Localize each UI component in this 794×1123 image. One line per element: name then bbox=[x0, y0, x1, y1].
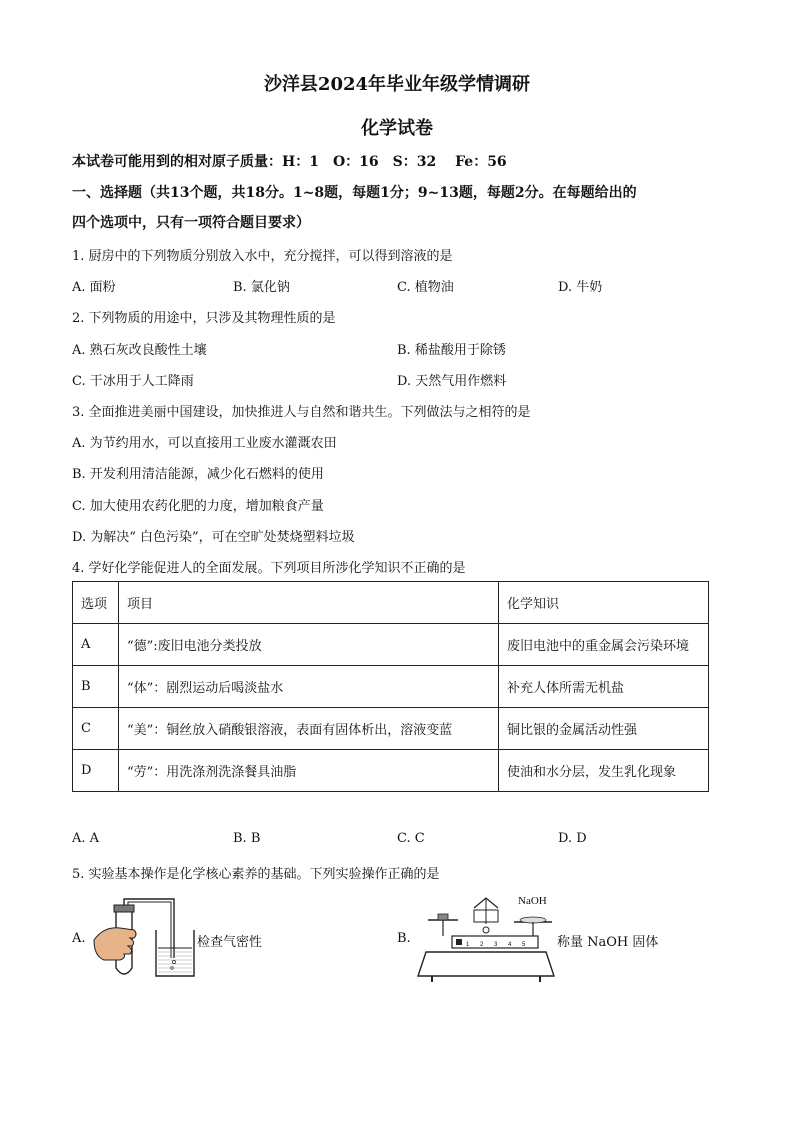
table-header-cell: 项目 bbox=[119, 582, 499, 624]
table-cell: 使油和水分层，发生乳化现象 bbox=[499, 750, 709, 792]
exam-subtitle: 化学试卷 bbox=[361, 118, 433, 139]
q3-option-c: C. 加大使用农药化肥的力度，增加粮食产量 bbox=[72, 499, 324, 514]
table-cell: D bbox=[73, 750, 119, 792]
q3-option-d: D. 为解决“ 白色污染”，可在空旷处焚烧塑料垃圾 bbox=[72, 530, 355, 545]
balance-weighing-figure bbox=[412, 890, 560, 986]
q4-stem: 4. 学好化学能促进人的全面发展。下列项目所涉化学知识不正确的是 bbox=[72, 561, 466, 576]
q4-option-c: C. C bbox=[397, 831, 425, 846]
q2-option-c: C. 干冰用于人工降雨 bbox=[72, 374, 194, 389]
q5-option-b-letter: B. bbox=[397, 931, 411, 946]
table-cell: “劳”：用洗涤剂洗涤餐具油脂 bbox=[119, 750, 499, 792]
q3-option-a: A. 为节约用水，可以直接用工业废水灌溉农田 bbox=[72, 436, 337, 451]
q1-option-a: A. 面粉 bbox=[72, 280, 116, 295]
q5-option-a-letter: A. bbox=[72, 931, 86, 946]
q1-stem: 1. 厨房中的下列物质分别放入水中，充分搅拌，可以得到溶液的是 bbox=[72, 249, 453, 264]
scale-number: 4 bbox=[508, 942, 512, 948]
table-cell: A bbox=[73, 624, 119, 666]
q1-option-c: C. 植物油 bbox=[397, 280, 454, 295]
naoh-label: NaOH bbox=[518, 895, 547, 907]
q2-option-b: B. 稀盐酸用于除锈 bbox=[397, 343, 506, 358]
table-cell: C bbox=[73, 708, 119, 750]
q5-stem: 5. 实验基本操作是化学核心素养的基础。下列实验操作正确的是 bbox=[72, 867, 440, 882]
table-header-cell: 选项 bbox=[73, 582, 119, 624]
q1-option-b: B. 氯化钠 bbox=[233, 280, 290, 295]
table-cell: “体”：剧烈运动后喝淡盐水 bbox=[119, 666, 499, 708]
scale-number: 1 bbox=[466, 942, 470, 948]
q1-option-d: D. 牛奶 bbox=[558, 280, 603, 295]
table-cell: “美”：铜丝放入硝酸银溶液，表面有固体析出，溶液变蓝 bbox=[119, 708, 499, 750]
table-cell: 废旧电池中的重金属会污染环境 bbox=[499, 624, 709, 666]
section1-heading-line1: 一、选择题（共13个题，共18分。1~8题，每题1分；9~13题，每题2分。在每题给出的 bbox=[72, 185, 637, 201]
q3-option-b: B. 开发利用清洁能源，减少化石燃料的使用 bbox=[72, 467, 324, 482]
table-header-row bbox=[73, 582, 709, 624]
table-cell: B bbox=[73, 666, 119, 708]
q4-option-a: A. A bbox=[72, 831, 100, 846]
q4-option-b: B. B bbox=[233, 831, 261, 846]
q5-option-a-caption: 检查气密性 bbox=[197, 935, 263, 950]
q2-stem: 2. 下列物质的用途中，只涉及其物理性质的是 bbox=[72, 311, 336, 326]
table-header-cell: 化学知识 bbox=[499, 582, 709, 624]
scale-number: 2 bbox=[480, 942, 484, 948]
q2-option-a: A. 熟石灰改良酸性土壤 bbox=[72, 343, 207, 358]
scale-number: 3 bbox=[494, 942, 498, 948]
table-row bbox=[73, 708, 709, 750]
table-row bbox=[73, 624, 709, 666]
airtightness-check-figure bbox=[90, 896, 200, 980]
table-cell: 补充人体所需无机盐 bbox=[499, 666, 709, 708]
table-row bbox=[73, 750, 709, 792]
section1-heading-line2: 四个选项中，只有一项符合题目要求） bbox=[72, 215, 310, 231]
table-row bbox=[73, 666, 709, 708]
q4-option-d: D. D bbox=[558, 831, 587, 846]
exam-title: 沙洋县2024年毕业年级学情调研 bbox=[263, 74, 531, 95]
q4-table bbox=[72, 581, 709, 792]
table-cell: “德”:废旧电池分类投放 bbox=[119, 624, 499, 666]
atomic-masses-note: 本试卷可能用到的相对原子质量：H：1 O：16 S：32 Fe：56 bbox=[72, 154, 507, 170]
scale-number: 5 bbox=[522, 942, 526, 948]
q5-option-b-caption: 称量 NaOH 固体 bbox=[557, 935, 659, 950]
q3-stem: 3. 全面推进美丽中国建设，加快推进人与自然和谐共生。下列做法与之相符的是 bbox=[72, 405, 531, 420]
table-cell: 铜比银的金属活动性强 bbox=[499, 708, 709, 750]
q2-option-d: D. 天然气用作燃料 bbox=[397, 374, 507, 389]
